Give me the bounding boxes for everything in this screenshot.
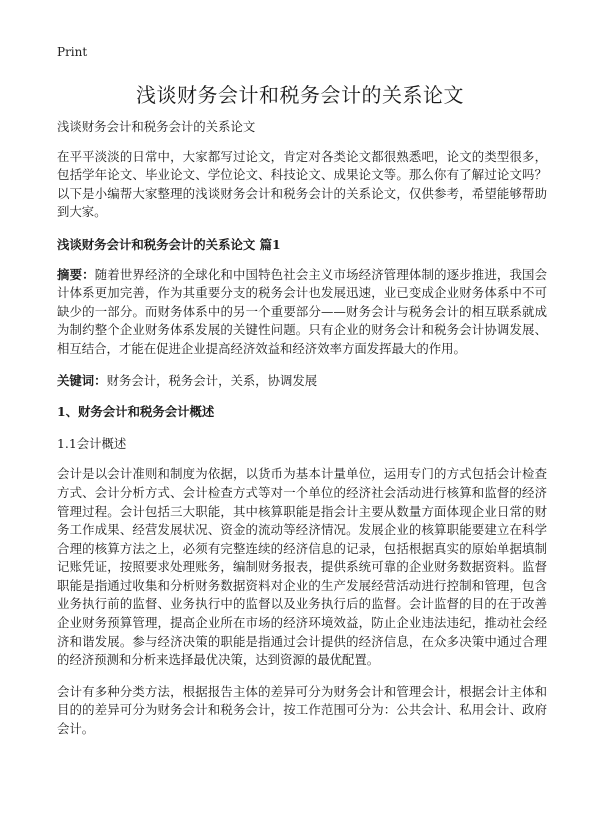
keywords-label: 关键词： bbox=[57, 372, 107, 388]
print-link[interactable]: Print bbox=[57, 45, 88, 59]
body-paragraph-2: 会计有多种分类方法，根据报告主体的差异可分为财务会计和管理会计，根据会计主体和目的的差异可分为财务会计和税务会计，按工作范围可分为：公共会计、私用会计、政府会计。 bbox=[57, 683, 547, 737]
keywords-text: 财务会计，税务会计，关系，协调发展 bbox=[106, 372, 318, 388]
body-paragraph-1: 会计是以会计准则和制度为依据，以货币为基本计量单位，运用专门的方式包括会计检查方式、会计分析方式、会计检查方式等对一个单位的经济社会活动进行核算和监督的经济管理过程。会计包括三大职能，其中核算职能是指会计主要从数量方面体现企业日常的财务工作成果、经营发展状况、资金的流动等经济情况。发展企业的核算职能要建立在科学合理的核算方法之上，必须有完整连续的经济信息的记录，包括根据真实的原始单据填制记账凭证，按照要求处理账务，编制财务报表，提供系统可靠的企业财务数据资料。监督职能是指通过收集和分析财务数据资料对企业的生产发展经营活动进行控制和管理，包含业务执行前的监督、业务执行中的监督以及业务执行后的监督。会计监督的目的在于改善企业财务预算管理，提高企业所在市场的经济环境效益，防止企业违法违纪，推动社会经济和谐发展。参与经济决策的职能是指通过会计提供的经济信息，在众多决策中通过合理的经济预测和分析来选择最优决策，达到资源的最优配置。 bbox=[57, 466, 547, 668]
page-title: 浅谈财务会计和税务会计的关系论文 bbox=[136, 83, 464, 107]
abstract-label: 摘要： bbox=[57, 266, 95, 282]
heading-level-1: 1、财务会计和税务会计概述 bbox=[57, 404, 215, 420]
intro-paragraph: 在平平淡淡的日常中，大家都写过论文，肯定对各类论文都很熟悉吧，论文的类型很多，包括学年论文、毕业论文、学位论文、科技论文、成果论文等。那么你有了解过论文吗？以下是小编帮大家整理的浅谈财务会计和税务会计的关系论文，仅供参考，希望能够帮助到大家。 bbox=[57, 148, 547, 220]
abstract-text: 随着世界经济的全球化和中国特色社会主义市场经济管理体制的逐步推进，我国会计体系更加完善，作为其重要分支的税务会计也发展迅速，业已变成企业财务体系中不可缺少的一部分。而财务体系中的另一个重要部分——财务会计与税务会计的相互联系就成为制约整个企业财务体系发展的关键性问题。只有企业的财务会计和税务会计协调发展、相互结合，才能在促进企业提高经济效益和经济效率方面发挥最大的作用。 bbox=[57, 266, 548, 356]
article-subtitle: 浅谈财务会计和税务会计的关系论文 bbox=[57, 119, 256, 134]
heading-level-2: 1.1会计概述 bbox=[57, 435, 127, 451]
abstract-paragraph bbox=[57, 266, 547, 359]
article-body bbox=[57, 118, 547, 752]
section-heading: 浅谈财务会计和税务会计的关系论文 篇1 bbox=[57, 236, 281, 252]
keywords-paragraph bbox=[57, 372, 547, 391]
